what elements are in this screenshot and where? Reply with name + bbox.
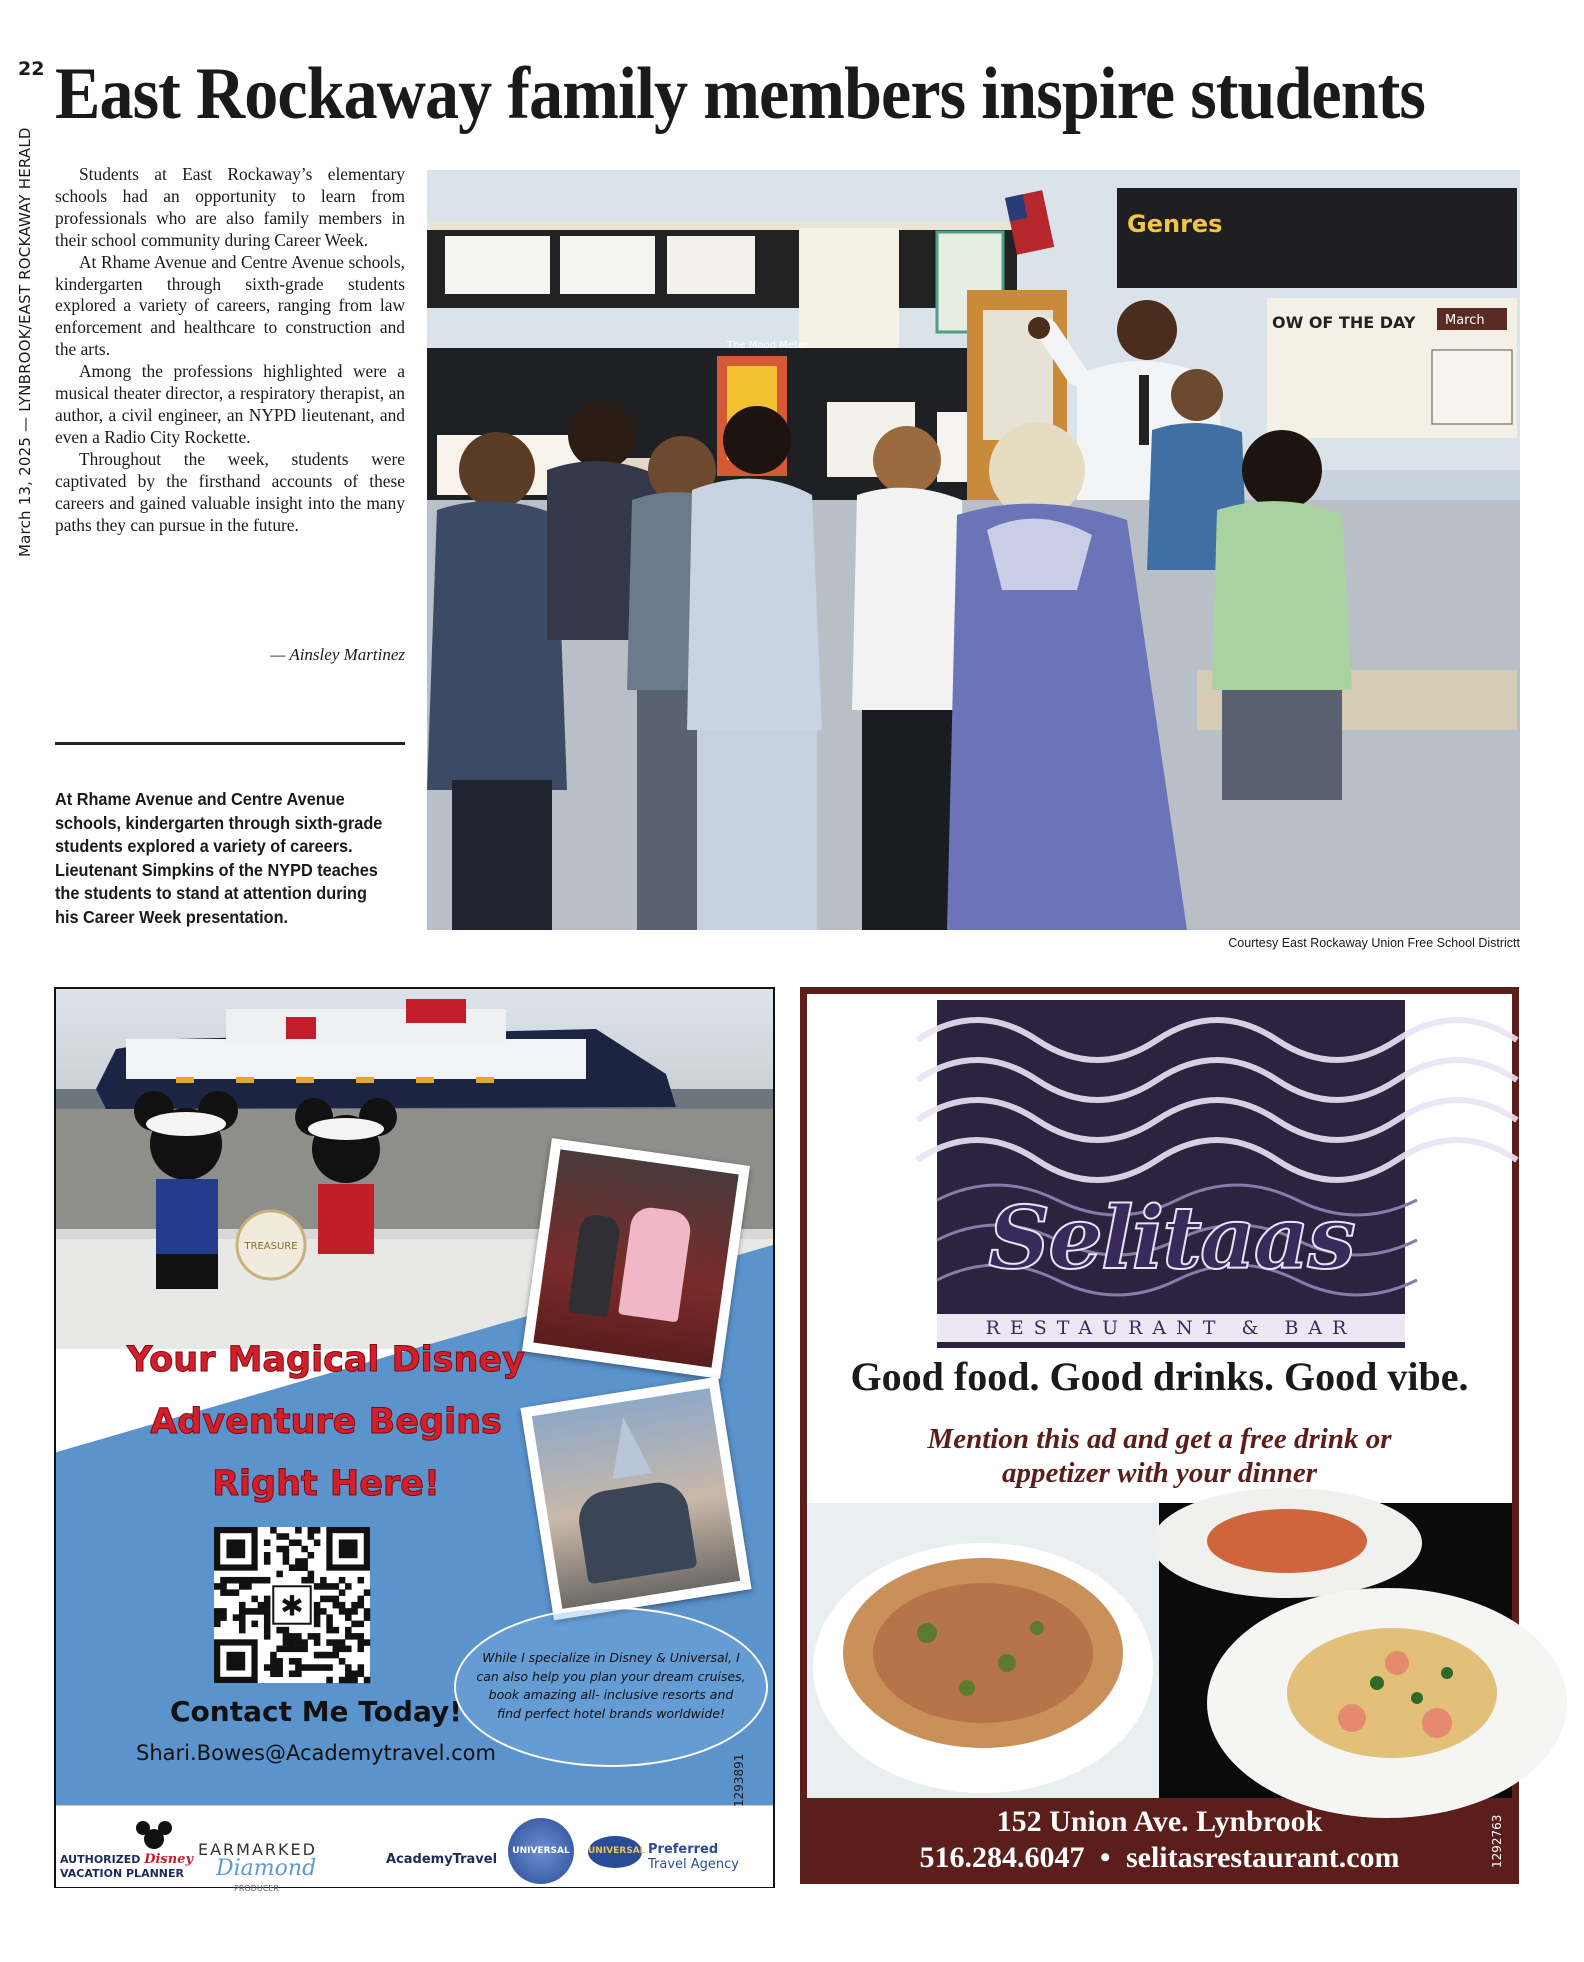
qr-center-asterisk-icon: ✱ — [280, 1589, 304, 1623]
ad-code: 1293891 — [732, 1753, 746, 1807]
disney-travel-ad — [54, 987, 775, 1893]
contact-email[interactable]: Shari.Bowes@Academytravel.com — [136, 1741, 496, 1765]
food-photos — [807, 1503, 1512, 1798]
article-body — [55, 164, 405, 536]
diamond-logo: Diamond — [216, 1856, 317, 1881]
ad-headline-line: Adventure Begins — [150, 1402, 502, 1442]
selitas-restaurant-ad — [800, 987, 1519, 1884]
info-oval-text: While I specialize in Disney & Universal, I can also help you plan your dream cruises, book amazing all- inclusive resorts and find perfect hotel brands worldwide! — [476, 1650, 746, 1721]
producer-label: PRODUCER — [234, 1884, 279, 1893]
selitas-logo — [937, 1000, 1405, 1348]
classroom-photo-illustration — [427, 170, 1520, 930]
selitas-contact — [800, 1804, 1519, 1876]
preferred-agency-logo — [648, 1842, 739, 1872]
word-of-day-sign: OW OF THE DAY — [1272, 313, 1416, 332]
folio-dateline: March 13, 2025 — LYNBROOK/EAST ROCKAWAY HERALD — [16, 127, 34, 557]
authorized-brand: Disney — [144, 1852, 194, 1867]
classroom-photo — [427, 170, 1520, 930]
authorized-logo — [60, 1852, 193, 1880]
photo-caption: At Rhame Avenue and Centre Avenue schools, kindergarten through sixth-grade students explored a variety of careers. Lieutenant Simpkins of the NYPD teaches the students to stand at attention during his Career Week presentation. — [55, 789, 383, 927]
article-paragraph: Among the professions highlighted were a musical theater director, a respiratory therapist, an author, a civil engineer, an NYPD lieutenant, and even a Radio City Rockette. — [55, 361, 405, 447]
selitas-tagline: Good food. Good drinks. Good vibe. — [850, 1354, 1469, 1399]
selitas-logo-subtitle: RESTAURANT & BAR — [937, 1314, 1405, 1342]
academy-travel-logo: AcademyTravel — [386, 1852, 498, 1867]
authorized-text: AUTHORIZED — [60, 1853, 141, 1866]
ad-headline-line: Your Magical Disney — [127, 1340, 525, 1380]
article-paragraph: Students at East Rockaway’s elementary schools had an opportunity to learn from professionals who are also family members in their school community during Career Week. — [55, 164, 405, 250]
selitas-offer — [887, 1422, 1432, 1490]
mood-meter-sign: The Mood Meter — [727, 340, 809, 351]
page-number: 22 — [18, 58, 45, 80]
qr-code-graphic — [214, 1527, 370, 1683]
byline: — Ainsley Martinez — [270, 645, 405, 664]
contact-heading: Contact Me Today! — [169, 1695, 463, 1728]
selitas-phone-web — [800, 1840, 1519, 1876]
selitas-ad-panel — [807, 994, 1512, 1798]
ad-code: 1292763 — [1490, 1814, 1504, 1868]
ad-headline — [96, 1329, 556, 1515]
universal-logo: UNIVERSAL — [512, 1846, 570, 1856]
ship-badge: TREASURE — [244, 1241, 298, 1252]
earmarked-logo: EARMARKED — [198, 1840, 317, 1859]
offer-line: Mention this ad and get a free drink or — [927, 1423, 1392, 1455]
bullet-separator: • — [1099, 1841, 1111, 1874]
selitas-phone[interactable]: 516.284.6047 — [919, 1841, 1085, 1874]
partner-logos-footer — [56, 1805, 773, 1893]
food-photos-illustration — [807, 1503, 1512, 1798]
preferred-line: Travel Agency — [648, 1857, 739, 1872]
authorized-subtext: VACATION PLANNER — [60, 1867, 184, 1880]
mickey-ears-icon — [134, 1820, 174, 1850]
article-paragraph: Throughout the week, students were captivated by the firsthand accounts of these careers and gained valuable insight into the many paths they can pursue in the future. — [55, 448, 405, 535]
universal-orlando-logo: UNIVERSAL — [588, 1846, 646, 1856]
selitas-address: 152 Union Ave. Lynbrook — [996, 1805, 1323, 1838]
article-paragraph: At Rhame Avenue and Centre Avenue schools, kindergarten through sixth-grade students explored a variety of careers, ranging from law enforcement and healthcare to construction and the arts. — [55, 251, 405, 360]
selitas-logo-name: Selitaas — [988, 1188, 1354, 1289]
preferred-line: Preferred — [648, 1842, 719, 1857]
genres-sign: Genres — [1127, 210, 1223, 238]
minnie-photo — [522, 1138, 750, 1379]
selitas-website[interactable]: selitasrestaurant.com — [1125, 1841, 1400, 1874]
headline: East Rockaway family members inspire students — [55, 53, 1426, 135]
offer-line: appetizer with your dinner — [1001, 1457, 1318, 1489]
qr-code[interactable] — [214, 1527, 370, 1683]
selitas-logo-pattern — [937, 1000, 1405, 1348]
march-sign: March — [1445, 313, 1485, 328]
photo-credit: Courtesy East Rockaway Union Free School Districtt — [1228, 936, 1520, 950]
divider-rule — [55, 742, 405, 745]
ad-headline-line: Right Here! — [212, 1464, 440, 1504]
